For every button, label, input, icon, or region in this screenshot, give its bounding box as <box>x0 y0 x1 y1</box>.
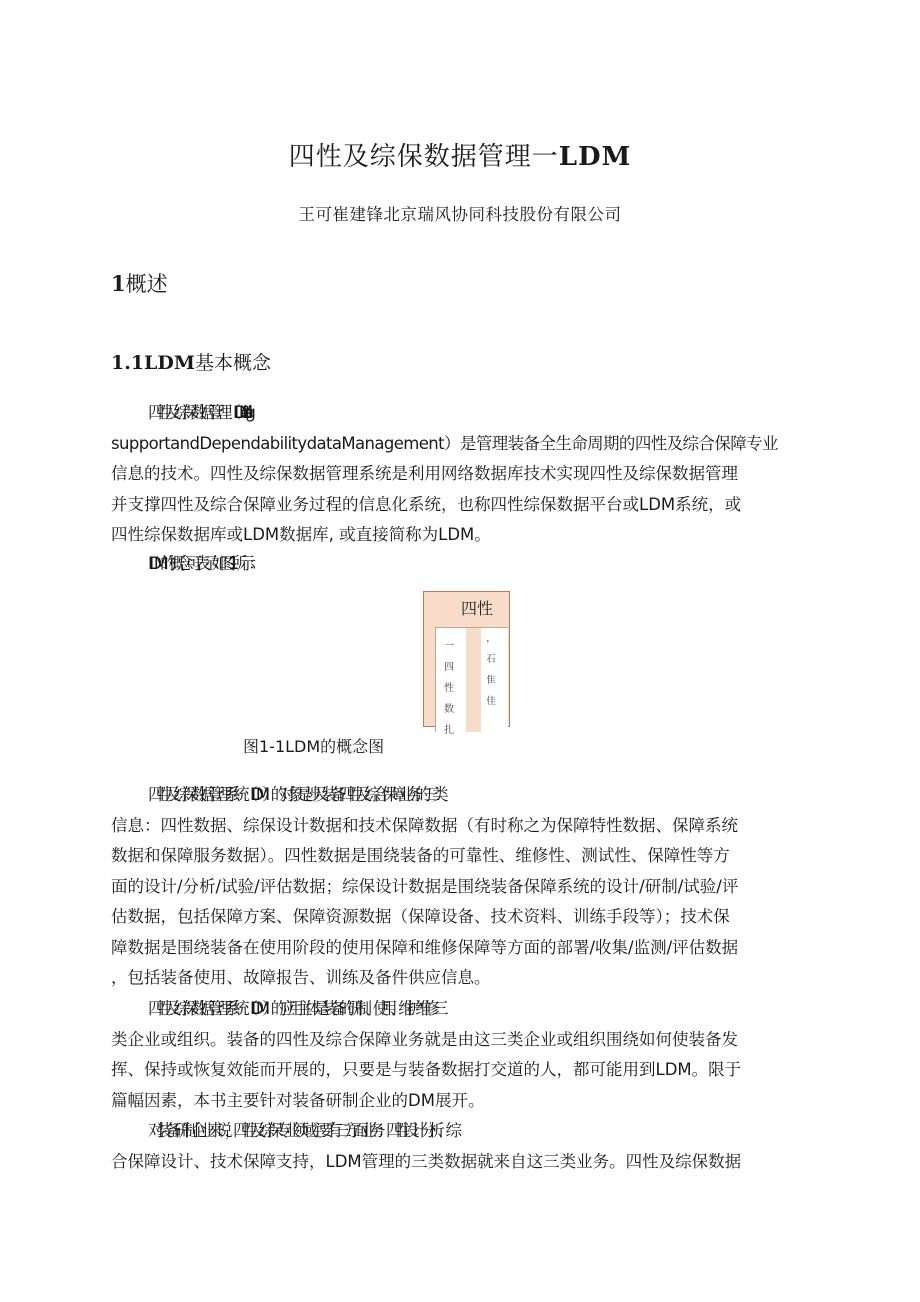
figure-char: ， <box>486 633 496 644</box>
paragraph-line: 信息：四性数据、综保设计数据和技术保障数据（有时称之为保障特性数据、保障系统 <box>111 815 738 835</box>
figure-char: 一 <box>444 641 454 652</box>
paragraph-line: 合保障设计、技术保障支持，LDM管理的三类数据就来自这三类业务。四性及综保数据 <box>111 1151 742 1171</box>
figure-char: 数 <box>444 704 454 715</box>
figure-inner-panel <box>435 627 508 736</box>
paragraph-line: 估数据，包括保障方案、保障资源数据（保障设备、技术资料、训练手段等）；技术保 <box>111 907 730 926</box>
authors-line: 王可崔建锋北京瑞风协同科技股份有限公司 <box>298 205 622 224</box>
paragraph-line: 并支撑四性及综合保障业务过程的信息化系统，也称四性综保数据平台或LDM系统，或 <box>111 494 742 514</box>
paragraph-line: 障数据是围绕装备在使用阶段的使用保障和维修保障等方面的部署/收集/监测/评估数据 <box>111 937 739 957</box>
paragraph-line: 对装备研制企业来说，四性及综保专业领域主要有三方面业务：四性设计分析、综 <box>148 1121 454 1140</box>
section-number: 1 <box>111 271 126 296</box>
figure-text-column <box>442 636 456 741</box>
paragraph-line: ，包括装备使用、故障报告、训练及备件供应信息。 <box>111 968 491 987</box>
figure-char: 四 <box>444 662 454 673</box>
paragraph-5 <box>111 1116 823 1177</box>
paragraph-line: supportandDependabilitydataManagement）是管理装备全生命周期的四性及综合保障专业 <box>111 433 778 453</box>
figure-strip <box>466 628 481 732</box>
paragraph-3 <box>111 780 823 994</box>
figure-char: 石 <box>486 654 496 665</box>
paragraph-2 <box>111 549 823 580</box>
section-heading-1 <box>111 268 168 298</box>
document-title <box>0 136 920 173</box>
concept-figure <box>423 591 510 736</box>
paragraph-line: 数据和保障服务数据）。四性数据是围绕装备的可靠性、维修性、测试性、保障性等方 <box>111 846 730 865</box>
paragraph-line: 面的设计/分析/试验/评估数据；综保设计数据是围绕装备保障系统的设计/研制/试验/评 <box>111 876 739 896</box>
figure-char: 扎 <box>444 725 454 736</box>
section-heading-1-1 <box>111 348 271 375</box>
figure-caption: 图1-1LDM的概念图 <box>243 737 385 756</box>
title-main: 四性及综保数据管理一 <box>288 142 559 172</box>
title-latin: LDM <box>558 142 632 172</box>
paragraph-line: 四性及综保数据管理（LDM,Logistic- <box>148 403 240 422</box>
paragraph-line: 挥、保持或恢复效能而开展的，只要是与装备数据打交道的人，都可能用到LDM。限于 <box>111 1060 742 1079</box>
figure-text-column <box>484 628 498 712</box>
paragraph-4 <box>111 994 823 1116</box>
paragraph-line: 类企业或组织。装备的四性及综合保障业务就是由这三类企业或组织围绕如何使装备发 <box>111 1029 738 1049</box>
figure-char: 隹 <box>486 675 496 686</box>
section-text: 概述 <box>125 272 168 296</box>
figure-title: 四性 <box>461 599 494 618</box>
paragraph-line: 四性及综保数据管理系统（LDM）的对象是涉及装备四性及综合保障业务的三类 <box>148 785 441 804</box>
figure-char: 性 <box>444 683 454 694</box>
paragraph-line: 四性及综保数据管理系统（LDM）的应用主体是装备的研制、使用、维护维修三 <box>148 999 441 1018</box>
figure-char: 佳 <box>486 696 496 707</box>
paragraph-line: 四性综保数据库或LDM数据库, 或直接简称为LDM。 <box>111 525 491 544</box>
paragraph-line: 信息的技术。四性及综保数据管理系统是利用网络数据库技术实现四性及综保数据管理 <box>111 464 738 483</box>
section-number: 1.1LDM <box>111 352 195 374</box>
paragraph-line: LDM的概念可表示如图1-1所示： <box>148 554 257 573</box>
paragraph-line: 篇幅因素，本书主要针对装备研制企业的DM展开。 <box>111 1090 485 1110</box>
paragraph-1 <box>111 398 823 551</box>
section-text: 基本概念 <box>194 352 271 374</box>
